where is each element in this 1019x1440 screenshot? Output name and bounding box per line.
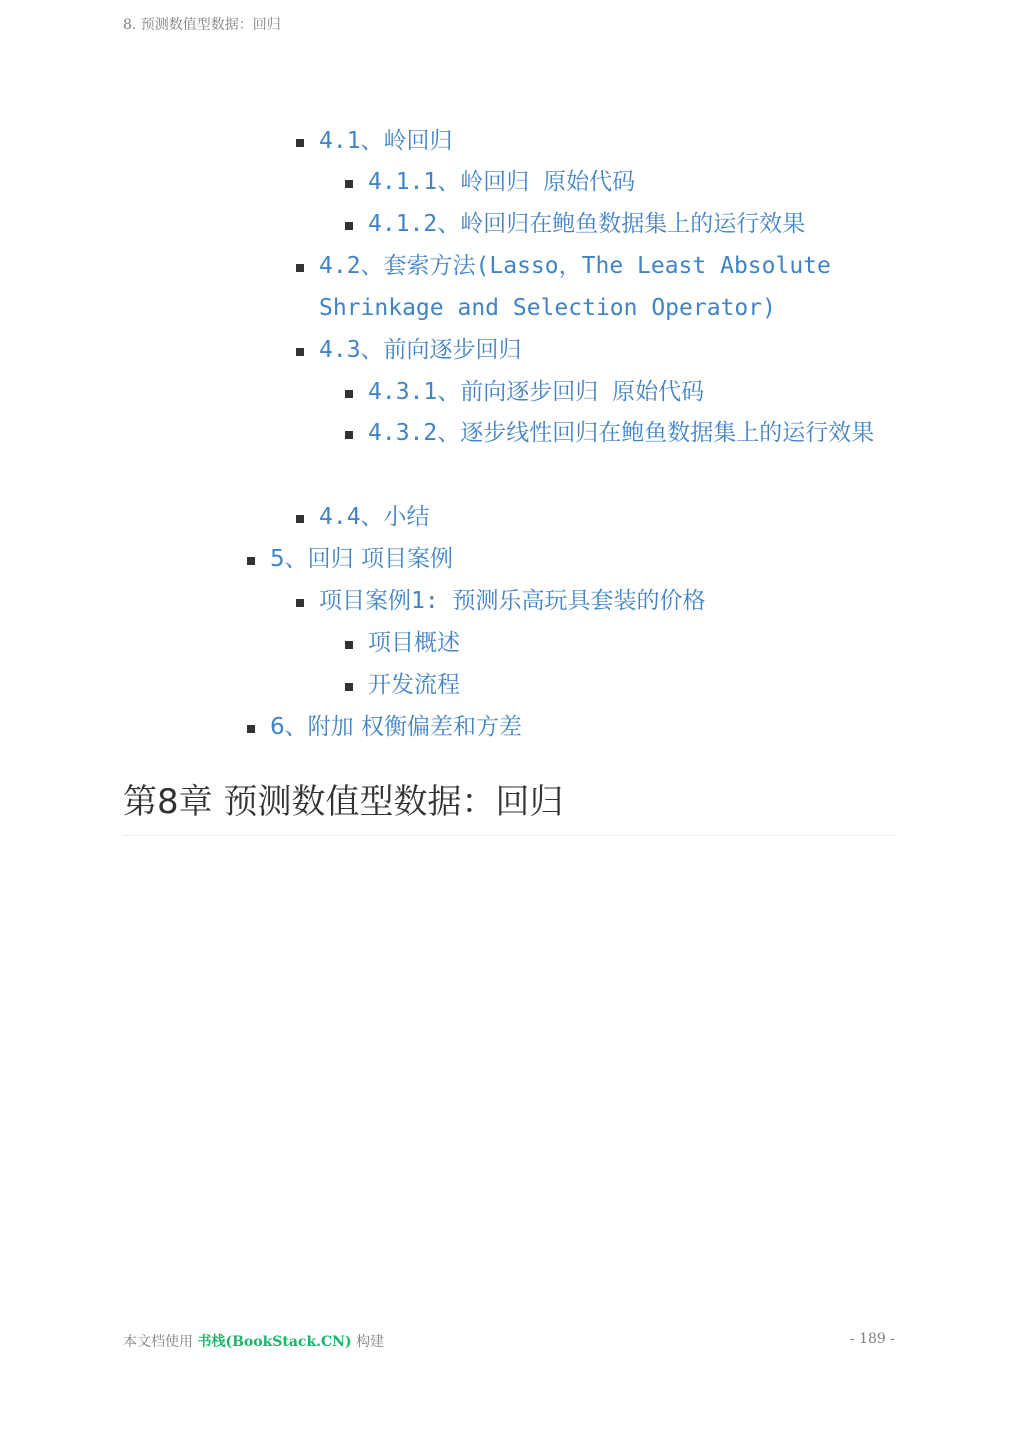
toc-link[interactable]: 4.1、岭回归 xyxy=(319,128,453,154)
toc-item-project-case-1[interactable] xyxy=(319,580,706,622)
toc-item-4-3-2[interactable] xyxy=(368,412,893,454)
toc-item-4-3[interactable] xyxy=(319,329,522,371)
toc-item-4-1[interactable] xyxy=(319,120,453,162)
toc-link[interactable]: 4.2、套索方法(Lasso，The Least Absolute Shrinkage and Selection Operator) xyxy=(319,253,831,321)
footer-prefix: 本文档使用 xyxy=(123,1334,193,1350)
footer-suffix: 构建 xyxy=(356,1334,385,1350)
toc-link[interactable]: 4.4、小结 xyxy=(319,504,430,530)
toc-item-4-1-2[interactable] xyxy=(368,203,805,245)
toc-link[interactable]: 4.1.2、岭回归在鲍鱼数据集上的运行效果 xyxy=(368,211,806,237)
toc-link[interactable]: 4.3.2、逐步线性回归在鲍鱼数据集上的运行效果 xyxy=(368,420,875,446)
toc-link[interactable]: 项目案例1: 预测乐高玩具套装的价格 xyxy=(319,588,706,614)
toc-link[interactable]: 4.3.1、前向逐步回归 原始代码 xyxy=(368,379,705,405)
toc-link[interactable]: 5、回归 项目案例 xyxy=(270,546,453,572)
toc-item-4-2[interactable] xyxy=(319,245,879,329)
toc-link[interactable]: 开发流程 xyxy=(368,672,460,698)
chapter-title: 第8章 预测数值型数据：回归 xyxy=(123,782,564,822)
toc-item-dev-process[interactable] xyxy=(368,664,460,706)
page-number: - 189 - xyxy=(849,1331,895,1347)
toc-item-4-1-1[interactable] xyxy=(368,161,635,203)
toc-item-5[interactable] xyxy=(270,538,453,580)
toc-item-4-3-1[interactable] xyxy=(368,371,704,413)
toc-item-4-4[interactable] xyxy=(319,496,430,538)
toc-item-6[interactable] xyxy=(270,706,522,748)
running-header: 8. 预测数值型数据：回归 xyxy=(123,17,281,33)
page-footer xyxy=(123,1331,895,1351)
toc-link[interactable]: 6、附加 权衡偏差和方差 xyxy=(270,714,522,740)
bookstack-link[interactable]: 书栈(BookStack.CN) xyxy=(197,1334,352,1350)
toc-link[interactable]: 4.3、前向逐步回归 xyxy=(319,337,522,363)
chapter-divider xyxy=(123,835,895,836)
toc-link[interactable]: 项目概述 xyxy=(368,630,460,656)
toc-item-project-overview[interactable] xyxy=(368,622,460,664)
toc-link[interactable]: 4.1.1、岭回归 原始代码 xyxy=(368,169,636,195)
